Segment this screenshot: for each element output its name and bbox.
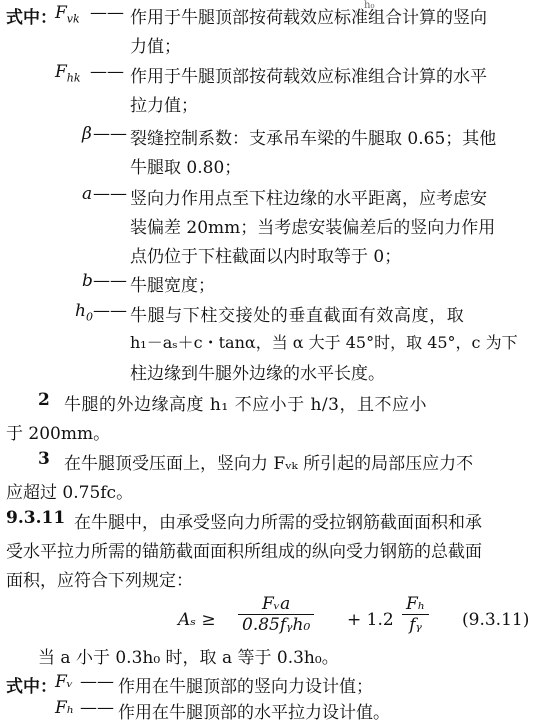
dash: —— <box>80 698 114 718</box>
definition-text: 作用在牛腿顶部的竖向力设计值； <box>118 677 373 697</box>
note-line: 当 a 小于 0.3h₀ 时，取 a 等于 0.3h₀。 <box>38 648 339 668</box>
dash: —— <box>93 184 127 204</box>
definition-text: 牛腿宽度； <box>130 276 215 296</box>
dash: —— <box>90 62 124 82</box>
fraction-2 <box>402 594 429 635</box>
definition-text: 作用于牛腿顶部按荷载效应标准组合计算的竖向 <box>130 8 487 28</box>
clause-number: 9.3.11 <box>6 508 66 528</box>
paragraph-line: 于 200mm。 <box>6 424 111 444</box>
definition-text: 牛腿与下柱交接处的垂直截面有效高度，取 <box>130 306 465 326</box>
where-label: 式中： <box>6 677 57 697</box>
dash: —— <box>90 3 124 23</box>
dash: —— <box>93 301 127 321</box>
definition-text: 点仍位于下柱截面以内时取等于 0； <box>130 247 402 267</box>
fraction-1 <box>238 594 314 635</box>
symbol-b: b <box>82 271 93 291</box>
formula-lhs: Aₛ ≥ <box>178 610 216 630</box>
definition-text: 作用在牛腿顶部的水平拉力设计值。 <box>118 703 390 723</box>
definition-text: 裂缝控制系数：支承吊车梁的牛腿取 0.65；其他 <box>130 129 497 149</box>
definition-text: 竖向力作用点至下柱边缘的水平距离，应考虑安 <box>130 189 487 209</box>
fraction-2-denominator: fᵧ <box>409 615 422 635</box>
item-number: 3 <box>38 449 50 469</box>
dash: —— <box>93 271 127 291</box>
symbol-a: a <box>82 184 93 204</box>
definition-text: 柱边缘到牛腿外边缘的水平长度。 <box>130 364 385 384</box>
definition-text: 力值； <box>130 37 181 57</box>
symbol-beta: β <box>82 124 92 144</box>
paragraph-line: 受水平拉力所需的锚筋截面面积所组成的纵向受力钢筋的总截面 <box>6 542 482 562</box>
definition-text: h₁－aₛ＋c・tanα，当 α 大于 45°时，取 45°，c 为下 <box>130 333 518 352</box>
symbol-h0: $h_0$ <box>75 301 93 324</box>
dash: —— <box>80 672 114 692</box>
fraction-1-numerator: Fᵥa <box>262 594 291 614</box>
paragraph-line: 面积，应符合下列规定： <box>6 571 193 591</box>
definition-text: 牛腿取 0.80； <box>130 158 242 178</box>
formula-plus: + 1.2 <box>347 610 394 630</box>
where-label: 式中： <box>6 8 57 28</box>
fraction-1-denominator: 0.85fᵧh₀ <box>242 615 311 635</box>
paragraph-line: 在牛腿中，由承受竖向力所需的受拉钢筋截面面积和承 <box>74 513 482 533</box>
top-fragment: h₀ <box>364 0 375 11</box>
symbol-fh: Fₕ <box>55 698 75 718</box>
paragraph-line: 应超过 0.75fc。 <box>6 483 134 503</box>
symbol-fhk: $F_{hk}$ <box>55 62 81 85</box>
definition-text: 作用于牛腿顶部按荷载效应标准组合计算的水平 <box>130 67 487 87</box>
dash: —— <box>93 124 127 144</box>
equation-number: (9.3.11) <box>462 610 530 630</box>
symbol-fvk: $F_{vk}$ <box>55 3 80 26</box>
item-number: 2 <box>38 390 50 410</box>
fraction-2-numerator: Fₕ <box>406 594 426 614</box>
definition-text: 装偏差 20mm；当考虑安装偏差后的竖向力作用 <box>130 218 496 238</box>
symbol-fv: Fᵥ <box>55 672 74 692</box>
paragraph-line: 牛腿的外边缘高度 h₁ 不应小于 h/3，且不应小 <box>64 395 427 415</box>
paragraph-line: 在牛腿顶受压面上，竖向力 Fᵥₖ 所引起的局部压应力不 <box>64 454 474 474</box>
definition-text: 拉力值； <box>130 96 198 116</box>
